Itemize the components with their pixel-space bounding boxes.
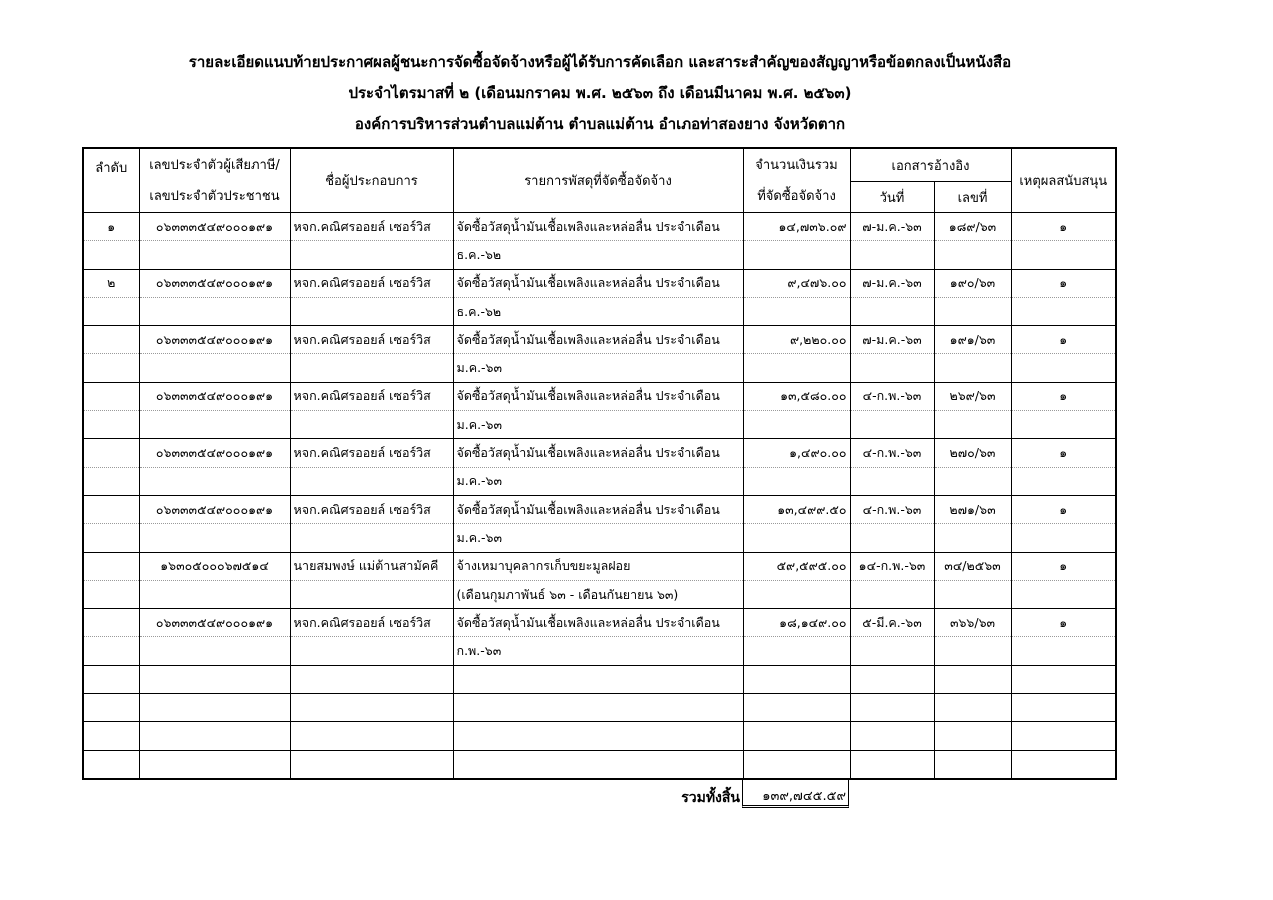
col-header-reason: เหตุผลสนับสนุน [1011, 148, 1116, 213]
cell-vendor: หจก.คณิศรออยล์ เซอร์วิส [290, 213, 453, 241]
col-header-ref-no: เลขที่ [934, 182, 1011, 213]
cell-vendor: นายสมพงษ์ แม่ต้านสามัคคี [290, 552, 453, 580]
cell-taxid: ๐๖๓๓๓๕๔๙๐๐๐๑๙๑ [139, 382, 290, 410]
table-row-continuation [83, 467, 1116, 495]
empty-row [83, 722, 1116, 750]
cell-item: จัดซื้อวัสดุน้ำมันเชื้อเพลิงและหล่อลื่น ประจำเดือน [453, 439, 743, 467]
cell-seq [83, 609, 139, 637]
table-row-continuation [83, 354, 1116, 382]
table-row-continuation [83, 241, 1116, 269]
cell-item-cont: (เดือนกุมภาพันธ์ ๖๓ - เดือนกันยายน ๖๓) [453, 580, 743, 608]
cell-vendor: หจก.คณิศรออยล์ เซอร์วิส [290, 326, 453, 354]
table-row [83, 552, 1116, 580]
cell-item: จัดซื้อวัสดุน้ำมันเชื้อเพลิงและหล่อลื่น ประจำเดือน [453, 326, 743, 354]
cell-reason: ๑ [1011, 609, 1116, 637]
cell-item: จ้างเหมาบุคลากรเก็บขยะมูลฝอย [453, 552, 743, 580]
col-header-vendor: ชื่อผู้ประกอบการ [290, 148, 453, 213]
doc-title-line-2: ประจำไตรมาสที่ ๒ (เดือนมกราคม พ.ศ. ๒๕๖๓ ถึง เดือนมีนาคม พ.ศ. ๒๕๖๓) [348, 84, 852, 102]
cell-ref-no: ๒๗๑/๖๓ [934, 495, 1011, 523]
empty-row [83, 750, 1116, 779]
cell-amount: ๕๙,๕๙๕.๐๐ [743, 552, 850, 580]
cell-reason: ๑ [1011, 213, 1116, 241]
cell-reason: ๑ [1011, 269, 1116, 297]
cell-item: จัดซื้อวัสดุน้ำมันเชื้อเพลิงและหล่อลื่น ประจำเดือน [453, 495, 743, 523]
cell-taxid: ๐๖๓๓๓๕๔๙๐๐๐๑๙๑ [139, 269, 290, 297]
col-header-amount-line1: จำนวนเงินรวม [755, 157, 838, 173]
cell-ref-date: ๗-ม.ค.-๖๓ [850, 269, 934, 297]
table-row [83, 213, 1116, 241]
cell-taxid: ๐๖๓๓๓๕๔๙๐๐๐๑๙๑ [139, 326, 290, 354]
table-row-continuation [83, 297, 1116, 325]
cell-item: จัดซื้อวัสดุน้ำมันเชื้อเพลิงและหล่อลื่น ประจำเดือน [453, 269, 743, 297]
cell-ref-no: ๑๙๐/๖๓ [934, 269, 1011, 297]
cell-taxid: ๐๖๓๓๓๕๔๙๐๐๐๑๙๑ [139, 495, 290, 523]
table-row [83, 439, 1116, 467]
cell-reason: ๑ [1011, 439, 1116, 467]
cell-reason: ๑ [1011, 552, 1116, 580]
cell-item: จัดซื้อวัสดุน้ำมันเชื้อเพลิงและหล่อลื่น ประจำเดือน [453, 382, 743, 410]
cell-reason: ๑ [1011, 495, 1116, 523]
procurement-table [82, 147, 1117, 780]
cell-vendor: หจก.คณิศรออยล์ เซอร์วิส [290, 609, 453, 637]
cell-taxid: ๐๖๓๓๓๕๔๙๐๐๐๑๙๑ [139, 439, 290, 467]
cell-taxid: ๐๖๓๓๓๕๔๙๐๐๐๑๙๑ [139, 609, 290, 637]
cell-item-cont: ธ.ค.-๖๒ [453, 241, 743, 269]
cell-amount: ๑๓,๕๘๐.๐๐ [743, 382, 850, 410]
total-label: รวมทั้งสิ้น [681, 790, 740, 806]
cell-amount: ๑,๔๙๐.๐๐ [743, 439, 850, 467]
cell-vendor: หจก.คณิศรออยล์ เซอร์วิส [290, 269, 453, 297]
cell-seq [83, 326, 139, 354]
table-row-continuation [83, 524, 1116, 552]
cell-ref-date: ๑๔-ก.พ.-๖๓ [850, 552, 934, 580]
cell-ref-date: ๔-ก.พ.-๖๓ [850, 439, 934, 467]
col-header-taxid [139, 148, 290, 213]
cell-vendor: หจก.คณิศรออยล์ เซอร์วิส [290, 439, 453, 467]
col-header-item: รายการพัสดุที่จัดซื้อจัดจ้าง [453, 148, 743, 213]
col-header-amount-line2: ที่จัดซื้อจัดจ้าง [757, 188, 836, 204]
cell-ref-no: ๒๗๐/๖๓ [934, 439, 1011, 467]
cell-ref-date: ๔-ก.พ.-๖๓ [850, 382, 934, 410]
cell-amount: ๑๔,๗๓๖.๐๙ [743, 213, 850, 241]
col-header-ref-date: วันที่ [850, 182, 934, 213]
cell-ref-no: ๓๖๖/๖๓ [934, 609, 1011, 637]
cell-ref-no: ๓๔/๒๕๖๓ [934, 552, 1011, 580]
cell-ref-date: ๗-ม.ค.-๖๓ [850, 213, 934, 241]
cell-ref-no: ๑๘๙/๖๓ [934, 213, 1011, 241]
cell-vendor: หจก.คณิศรออยล์ เซอร์วิส [290, 382, 453, 410]
cell-amount: ๙,๒๒๐.๐๐ [743, 326, 850, 354]
cell-vendor: หจก.คณิศรออยล์ เซอร์วิส [290, 495, 453, 523]
cell-item-cont: ธ.ค.-๖๒ [453, 297, 743, 325]
empty-row [83, 665, 1116, 693]
col-header-amount [743, 148, 850, 213]
cell-seq [83, 439, 139, 467]
cell-ref-date: ๕-มี.ค.-๖๓ [850, 609, 934, 637]
table-body [83, 213, 1116, 779]
cell-item-cont: ม.ค.-๖๓ [453, 524, 743, 552]
table-row [83, 382, 1116, 410]
cell-ref-date: ๔-ก.พ.-๖๓ [850, 495, 934, 523]
doc-title-line-1: รายละเอียดแนบท้ายประกาศผลผู้ชนะการจัดซื้อจัดจ้างหรือผู้ได้รับการคัดเลือก และสาระสำคัญของสัญญาหรือข้อตกลงเป็นหนังสือ [188, 53, 1012, 71]
col-header-taxid-line2: เลขประจำตัวประชาชน [149, 188, 280, 204]
total-value: ๑๓๙,๗๔๕.๕๙ [742, 780, 849, 808]
cell-seq [83, 552, 139, 580]
cell-amount: ๙,๔๗๖.๐๐ [743, 269, 850, 297]
cell-item-cont: ก.พ.-๖๓ [453, 637, 743, 665]
cell-taxid: ๐๖๓๓๓๕๔๙๐๐๐๑๙๑ [139, 213, 290, 241]
table-row [83, 326, 1116, 354]
cell-amount: ๑๘,๑๔๙.๐๐ [743, 609, 850, 637]
table-row-continuation [83, 580, 1116, 608]
cell-item-cont: ม.ค.-๖๓ [453, 411, 743, 439]
cell-seq: ๒ [83, 269, 139, 297]
col-header-taxid-line1: เลขประจำตัวผู้เสียภาษี/ [149, 157, 280, 173]
col-header-ref: เอกสารอ้างอิง [850, 148, 1011, 182]
cell-item-cont: ม.ค.-๖๓ [453, 467, 743, 495]
cell-seq [83, 495, 139, 523]
cell-ref-no: ๒๖๙/๖๓ [934, 382, 1011, 410]
cell-reason: ๑ [1011, 382, 1116, 410]
cell-taxid: ๑๖๓๐๕๐๐๐๖๗๕๑๔ [139, 552, 290, 580]
cell-amount: ๑๓,๔๙๙.๕๐ [743, 495, 850, 523]
cell-item: จัดซื้อวัสดุน้ำมันเชื้อเพลิงและหล่อลื่น ประจำเดือน [453, 609, 743, 637]
table-row [83, 269, 1116, 297]
cell-ref-date: ๗-ม.ค.-๖๓ [850, 326, 934, 354]
empty-row [83, 694, 1116, 722]
cell-item: จัดซื้อวัสดุน้ำมันเชื้อเพลิงและหล่อลื่น ประจำเดือน [453, 213, 743, 241]
doc-title-line-3: องค์การบริหารส่วนตำบลแม่ต้าน ตำบลแม่ต้าน อำเภอท่าสองยาง จังหวัดตาก [354, 115, 846, 133]
cell-reason: ๑ [1011, 326, 1116, 354]
cell-seq: ๑ [83, 213, 139, 241]
cell-item-cont: ม.ค.-๖๓ [453, 354, 743, 382]
table-row [83, 609, 1116, 637]
col-header-seq: ลำดับ [83, 148, 139, 213]
cell-ref-no: ๑๙๑/๖๓ [934, 326, 1011, 354]
table-row-continuation [83, 411, 1116, 439]
table-row-continuation [83, 637, 1116, 665]
table-row [83, 495, 1116, 523]
cell-seq [83, 382, 139, 410]
